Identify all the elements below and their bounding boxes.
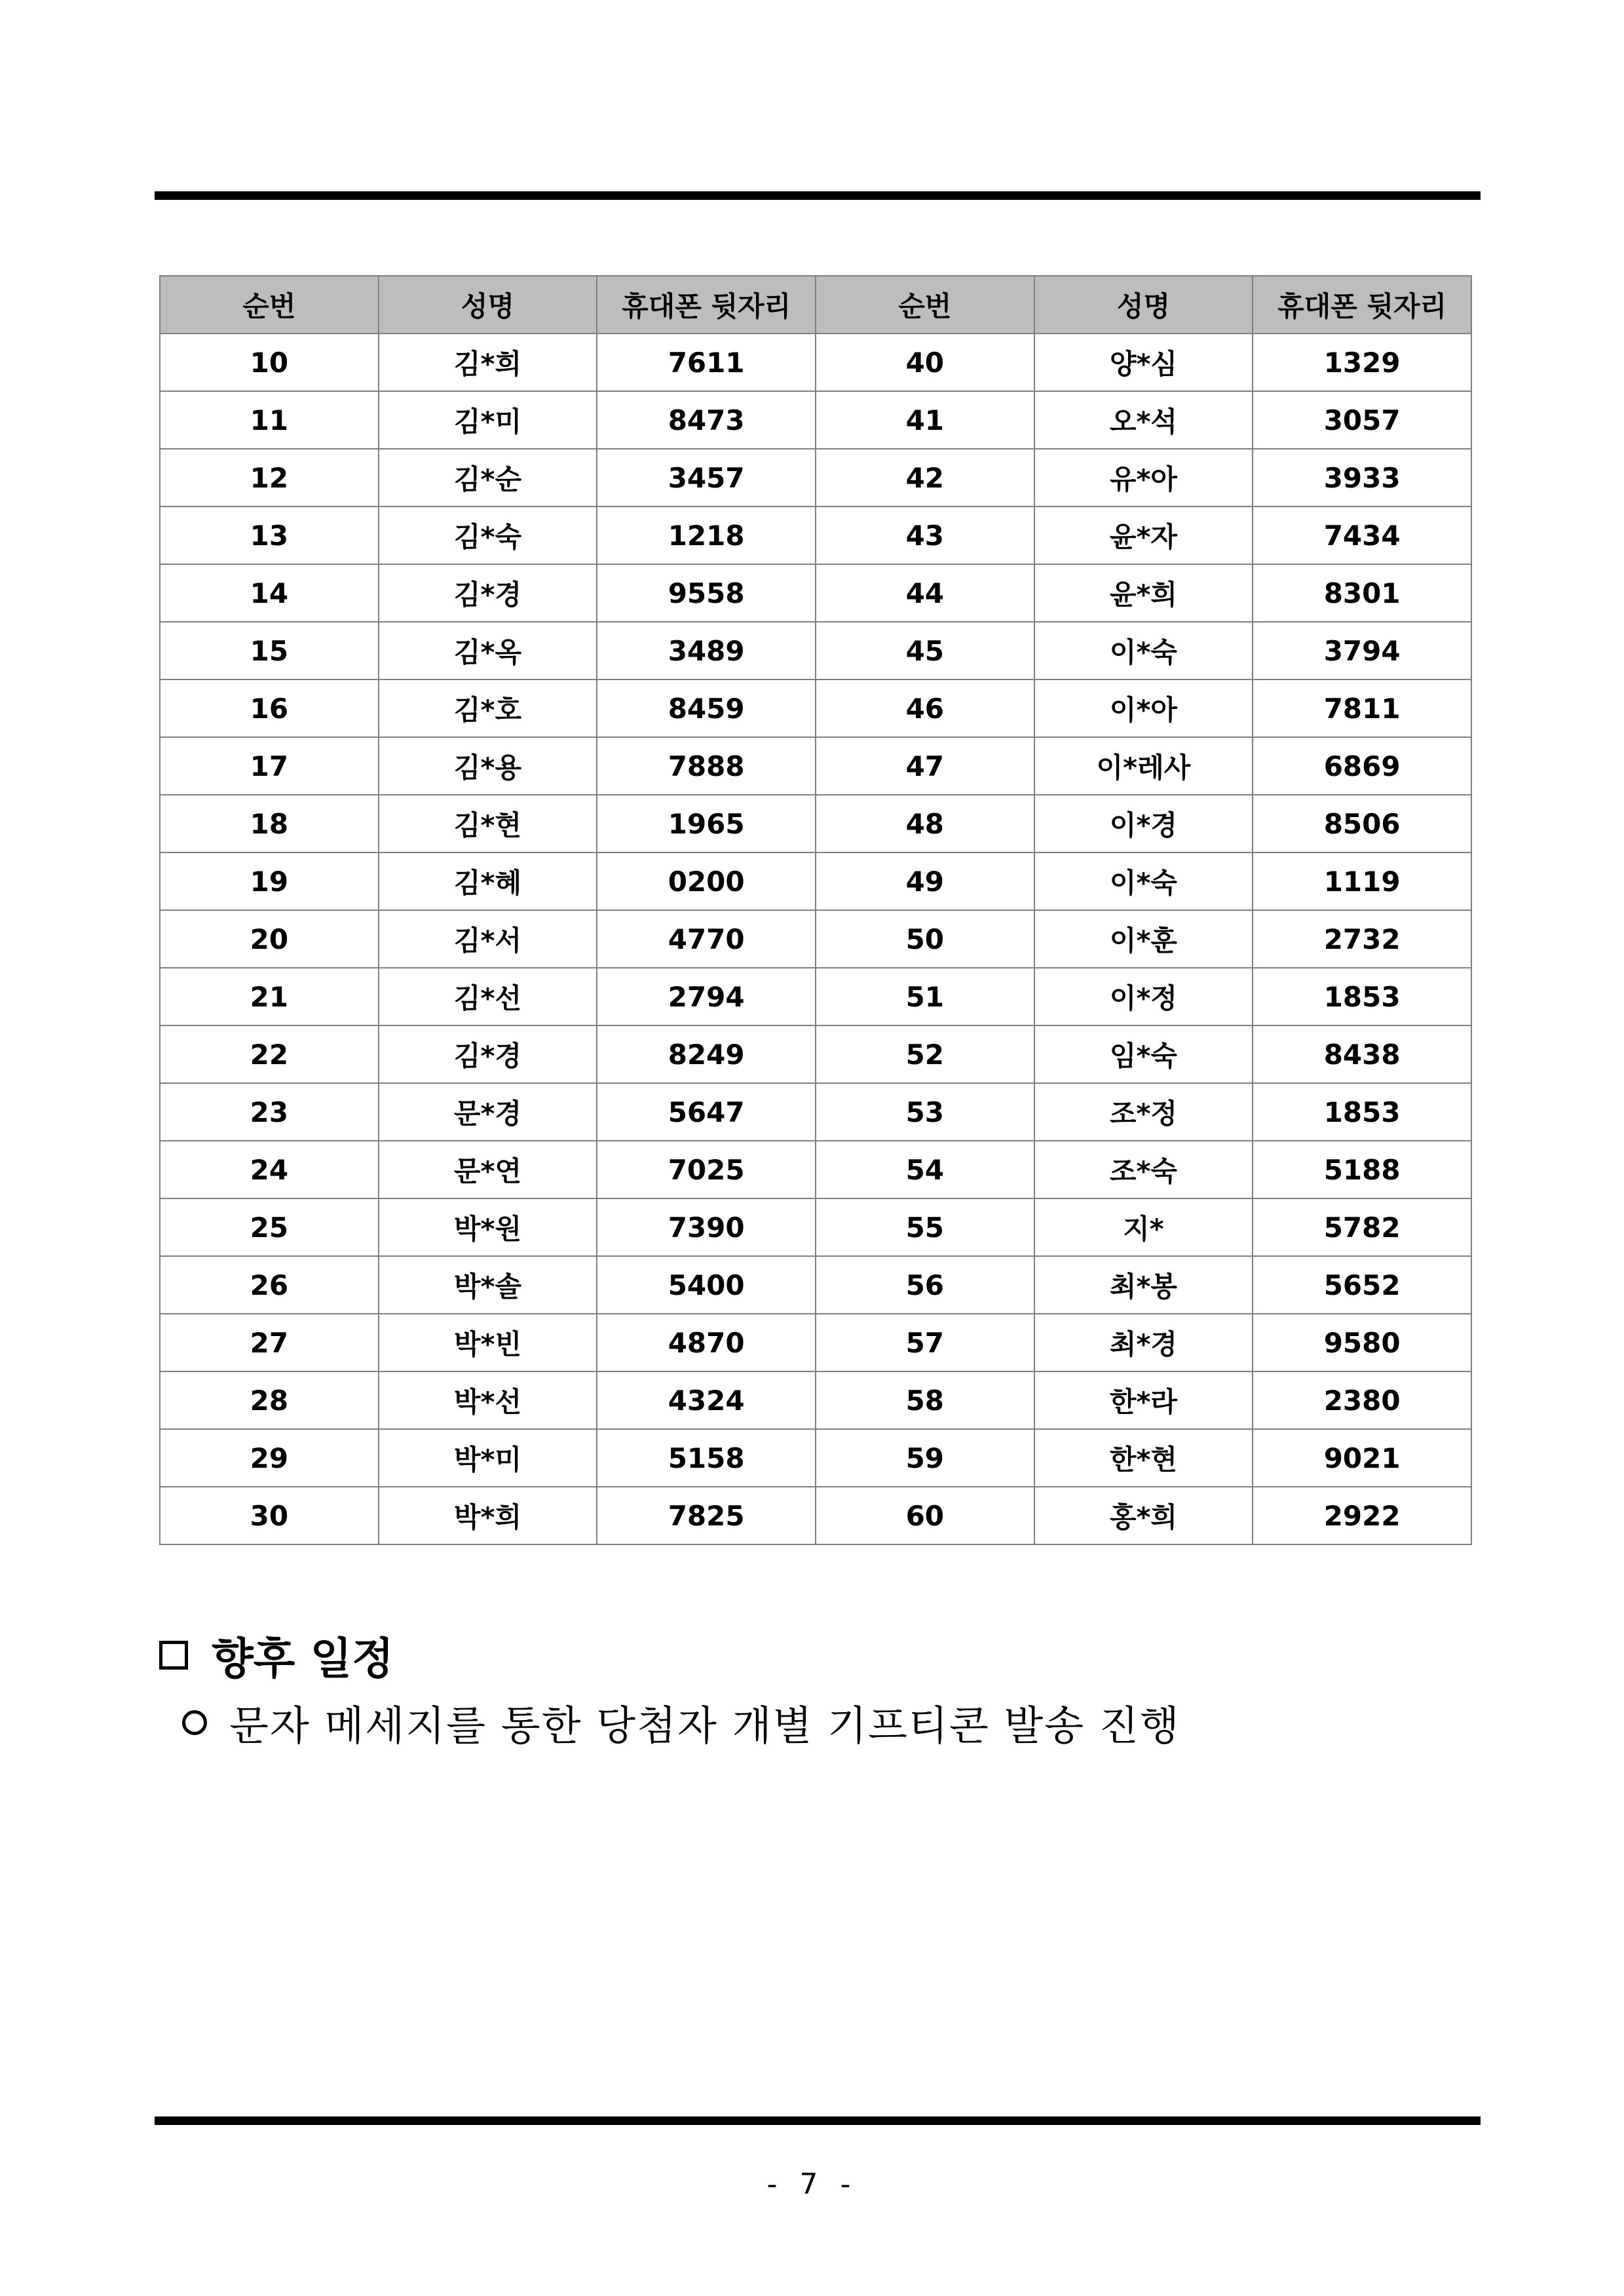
table-row [160, 1487, 1471, 1544]
table-row [160, 1314, 1471, 1371]
phone-cell: 4870 [597, 1314, 816, 1371]
seq-cell: 59 [816, 1429, 1034, 1487]
phone-cell: 5188 [1253, 1141, 1471, 1198]
name-cell: 한*현 [1034, 1429, 1253, 1487]
name-cell: 박*미 [379, 1429, 597, 1487]
seq-cell: 20 [160, 910, 379, 968]
seq-cell: 14 [160, 564, 379, 622]
name-cell: 김*서 [379, 910, 597, 968]
name-cell: 김*미 [379, 391, 597, 449]
phone-cell: 1119 [1253, 852, 1471, 910]
seq-cell: 26 [160, 1256, 379, 1314]
winners-table [159, 275, 1472, 1545]
section-heading [159, 1624, 394, 1686]
name-cell: 오*석 [1034, 391, 1253, 449]
seq-cell: 16 [160, 679, 379, 737]
table-body [160, 334, 1471, 1544]
seq-cell: 58 [816, 1371, 1034, 1429]
seq-cell: 43 [816, 507, 1034, 564]
phone-cell: 3933 [1253, 449, 1471, 507]
seq-cell: 21 [160, 968, 379, 1025]
seq-cell: 42 [816, 449, 1034, 507]
seq-cell: 40 [816, 334, 1034, 391]
phone-cell: 5652 [1253, 1256, 1471, 1314]
seq-cell: 46 [816, 679, 1034, 737]
seq-cell: 25 [160, 1198, 379, 1256]
seq-cell: 15 [160, 622, 379, 679]
name-cell: 박*빈 [379, 1314, 597, 1371]
phone-cell: 6869 [1253, 737, 1471, 795]
phone-cell: 2922 [1253, 1487, 1471, 1544]
name-cell: 문*경 [379, 1083, 597, 1141]
table-row [160, 334, 1471, 391]
name-cell: 김*옥 [379, 622, 597, 679]
phone-cell: 5158 [597, 1429, 816, 1487]
seq-cell: 52 [816, 1025, 1034, 1083]
name-cell: 김*현 [379, 795, 597, 852]
table-row [160, 737, 1471, 795]
phone-cell: 5782 [1253, 1198, 1471, 1256]
seq-cell: 51 [816, 968, 1034, 1025]
phone-cell: 1965 [597, 795, 816, 852]
name-cell: 이*아 [1034, 679, 1253, 737]
phone-cell: 3489 [597, 622, 816, 679]
table-row [160, 1025, 1471, 1083]
name-cell: 박*원 [379, 1198, 597, 1256]
phone-cell: 7825 [597, 1487, 816, 1544]
seq-cell: 29 [160, 1429, 379, 1487]
phone-cell: 0200 [597, 852, 816, 910]
name-cell: 최*봉 [1034, 1256, 1253, 1314]
phone-cell: 2732 [1253, 910, 1471, 968]
seq-cell: 19 [160, 852, 379, 910]
seq-cell: 48 [816, 795, 1034, 852]
name-cell: 박*희 [379, 1487, 597, 1544]
phone-cell: 1853 [1253, 968, 1471, 1025]
phone-cell: 8459 [597, 679, 816, 737]
header-name: 성명 [379, 276, 597, 334]
section-title: 향후 일정 [212, 1634, 394, 1684]
phone-cell: 7888 [597, 737, 816, 795]
seq-cell: 18 [160, 795, 379, 852]
table-header-row [160, 276, 1471, 334]
name-cell: 김*호 [379, 679, 597, 737]
top-rule [155, 191, 1481, 200]
table-row [160, 564, 1471, 622]
name-cell: 이*숙 [1034, 852, 1253, 910]
name-cell: 이*정 [1034, 968, 1253, 1025]
name-cell: 윤*자 [1034, 507, 1253, 564]
name-cell: 문*연 [379, 1141, 597, 1198]
bullet-item [182, 1693, 1180, 1751]
seq-cell: 12 [160, 449, 379, 507]
name-cell: 이*레사 [1034, 737, 1253, 795]
seq-cell: 22 [160, 1025, 379, 1083]
table-row [160, 622, 1471, 679]
name-cell: 김*경 [379, 1025, 597, 1083]
phone-cell: 2380 [1253, 1371, 1471, 1429]
phone-cell: 8249 [597, 1025, 816, 1083]
seq-cell: 50 [816, 910, 1034, 968]
table-row [160, 1256, 1471, 1314]
phone-cell: 9558 [597, 564, 816, 622]
phone-cell: 1218 [597, 507, 816, 564]
name-cell: 한*라 [1034, 1371, 1253, 1429]
phone-cell: 9580 [1253, 1314, 1471, 1371]
table-row [160, 1141, 1471, 1198]
name-cell: 김*용 [379, 737, 597, 795]
phone-cell: 8301 [1253, 564, 1471, 622]
phone-cell: 5400 [597, 1256, 816, 1314]
name-cell: 조*숙 [1034, 1141, 1253, 1198]
table-row [160, 968, 1471, 1025]
table-row [160, 449, 1471, 507]
phone-cell: 4770 [597, 910, 816, 968]
table-row [160, 795, 1471, 852]
name-cell: 박*선 [379, 1371, 597, 1429]
phone-cell: 1329 [1253, 334, 1471, 391]
table-row [160, 391, 1471, 449]
seq-cell: 56 [816, 1256, 1034, 1314]
phone-cell: 7390 [597, 1198, 816, 1256]
name-cell: 양*심 [1034, 334, 1253, 391]
seq-cell: 44 [816, 564, 1034, 622]
phone-cell: 8438 [1253, 1025, 1471, 1083]
phone-cell: 7025 [597, 1141, 816, 1198]
phone-cell: 3457 [597, 449, 816, 507]
name-cell: 김*혜 [379, 852, 597, 910]
seq-cell: 13 [160, 507, 379, 564]
name-cell: 김*선 [379, 968, 597, 1025]
name-cell: 박*솔 [379, 1256, 597, 1314]
seq-cell: 45 [816, 622, 1034, 679]
phone-cell: 7811 [1253, 679, 1471, 737]
seq-cell: 17 [160, 737, 379, 795]
seq-cell: 57 [816, 1314, 1034, 1371]
name-cell: 윤*희 [1034, 564, 1253, 622]
table-row [160, 852, 1471, 910]
phone-cell: 5647 [597, 1083, 816, 1141]
phone-cell: 8506 [1253, 795, 1471, 852]
phone-cell: 4324 [597, 1371, 816, 1429]
seq-cell: 53 [816, 1083, 1034, 1141]
name-cell: 홍*희 [1034, 1487, 1253, 1544]
name-cell: 김*순 [379, 449, 597, 507]
header-seq: 순번 [160, 276, 379, 334]
header-seq: 순번 [816, 276, 1034, 334]
seq-cell: 27 [160, 1314, 379, 1371]
name-cell: 김*숙 [379, 507, 597, 564]
seq-cell: 24 [160, 1141, 379, 1198]
table-row [160, 1429, 1471, 1487]
phone-cell: 9021 [1253, 1429, 1471, 1487]
name-cell: 이*훈 [1034, 910, 1253, 968]
name-cell: 이*숙 [1034, 622, 1253, 679]
seq-cell: 47 [816, 737, 1034, 795]
phone-cell: 2794 [597, 968, 816, 1025]
phone-cell: 3794 [1253, 622, 1471, 679]
name-cell: 조*정 [1034, 1083, 1253, 1141]
seq-cell: 41 [816, 391, 1034, 449]
header-name: 성명 [1034, 276, 1253, 334]
seq-cell: 11 [160, 391, 379, 449]
table-row [160, 1198, 1471, 1256]
table-row [160, 1083, 1471, 1141]
bullet-text: 문자 메세지를 통한 당첨자 개별 기프티콘 발송 진행 [229, 1702, 1180, 1750]
circle-icon [182, 1710, 207, 1735]
seq-cell: 10 [160, 334, 379, 391]
phone-cell: 1853 [1253, 1083, 1471, 1141]
seq-cell: 30 [160, 1487, 379, 1544]
phone-cell: 7611 [597, 334, 816, 391]
seq-cell: 49 [816, 852, 1034, 910]
name-cell: 임*숙 [1034, 1025, 1253, 1083]
table-row [160, 910, 1471, 968]
name-cell: 김*희 [379, 334, 597, 391]
seq-cell: 55 [816, 1198, 1034, 1256]
bottom-rule [155, 2116, 1481, 2125]
table-row [160, 1371, 1471, 1429]
seq-cell: 60 [816, 1487, 1034, 1544]
name-cell: 최*경 [1034, 1314, 1253, 1371]
seq-cell: 54 [816, 1141, 1034, 1198]
phone-cell: 3057 [1253, 391, 1471, 449]
name-cell: 지* [1034, 1198, 1253, 1256]
seq-cell: 28 [160, 1371, 379, 1429]
table-row [160, 507, 1471, 564]
phone-cell: 7434 [1253, 507, 1471, 564]
header-phone: 휴대폰 뒷자리 [1253, 276, 1471, 334]
name-cell: 김*경 [379, 564, 597, 622]
seq-cell: 23 [160, 1083, 379, 1141]
table-row [160, 679, 1471, 737]
name-cell: 유*아 [1034, 449, 1253, 507]
phone-cell: 8473 [597, 391, 816, 449]
square-icon [159, 1641, 188, 1670]
name-cell: 이*경 [1034, 795, 1253, 852]
page-number: - 7 - [766, 2168, 858, 2201]
header-phone: 휴대폰 뒷자리 [597, 276, 816, 334]
